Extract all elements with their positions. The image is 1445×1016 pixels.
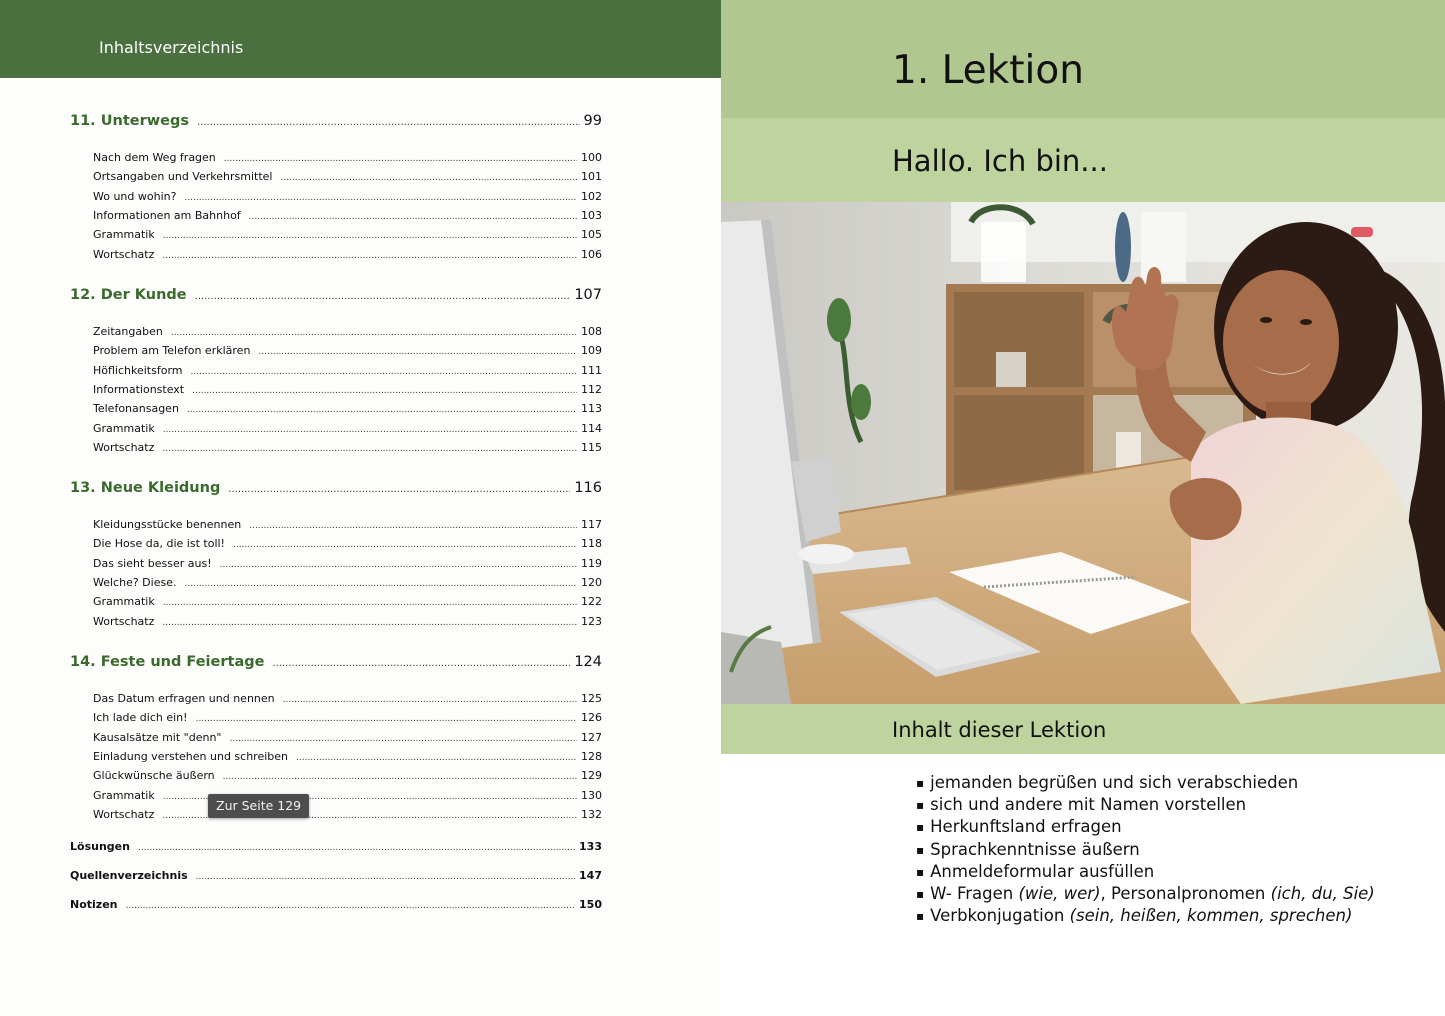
goal-example-italic: (ich, du, Sie) — [1270, 884, 1375, 904]
toc-page-number: 122 — [581, 595, 602, 609]
lesson-goal-item — [916, 794, 1375, 816]
toc-page-number: 108 — [581, 325, 602, 338]
toc-section-entry[interactable] — [93, 364, 602, 377]
toc-dot-leader — [258, 347, 577, 357]
toc-entry-label: 11. Unterwegs — [70, 113, 189, 129]
toc-page-number: 117 — [581, 518, 602, 531]
bullet-icon: ▪ — [916, 820, 925, 835]
goal-text: W- Fragen — [930, 884, 1019, 904]
bullet-icon: ▪ — [916, 776, 925, 790]
toc-section-entry[interactable] — [93, 344, 602, 357]
toc-dot-leader — [192, 386, 577, 396]
toc-section-entry[interactable] — [93, 422, 602, 435]
lesson-goal-item — [916, 772, 1375, 794]
goal-text: Sprachkenntnisse äußern — [930, 839, 1140, 859]
toc-section-entry[interactable] — [93, 441, 602, 454]
toc-section-entry[interactable] — [93, 537, 602, 550]
toc-dot-leader — [196, 714, 577, 724]
toc-page-number: 150 — [579, 898, 602, 911]
lesson-goal-item — [916, 839, 1375, 861]
bullet-icon: ▪ — [916, 864, 925, 879]
toc-section-entry[interactable] — [93, 383, 602, 396]
toc-entry-label: Informationstext — [93, 383, 185, 397]
toc-entry-label: Glückwünsche äußern — [93, 769, 215, 783]
toc-section-entry[interactable] — [93, 402, 602, 415]
toc-page-number: 130 — [581, 788, 602, 802]
toc-page-number: 112 — [581, 383, 602, 397]
goal-text: Herkunftsland erfragen — [930, 817, 1122, 837]
toc-dot-leader — [171, 328, 577, 338]
lesson-subtitle-band — [721, 118, 1445, 202]
toc-page-number: 126 — [581, 711, 602, 725]
lesson-title-band — [721, 0, 1445, 118]
toc-section-entry[interactable] — [93, 692, 602, 705]
toc-page-number: 102 — [581, 189, 602, 203]
toc-page-number: 106 — [581, 247, 602, 261]
lesson-page — [721, 0, 1445, 1016]
toc-entry-label: Quellenverzeichnis — [70, 869, 188, 882]
bullet-icon: ▪ — [916, 842, 925, 857]
toc-dot-leader — [138, 843, 575, 853]
toc-dot-leader — [220, 560, 577, 570]
toc-page-number: 100 — [581, 151, 602, 164]
toc-entry-label: Notizen — [70, 898, 118, 911]
toc-dot-leader — [197, 117, 580, 128]
lesson-goal-item — [916, 883, 1375, 905]
toc-dot-leader — [296, 753, 577, 763]
toc-entry-label: Wortschatz — [93, 247, 155, 261]
toc-dot-leader — [163, 598, 577, 608]
toc-section-entry[interactable] — [93, 595, 602, 608]
toc-page-number: 105 — [581, 228, 602, 242]
toc-dot-leader — [184, 579, 577, 589]
toc-section-entry[interactable] — [93, 789, 602, 802]
toc-dot-leader — [162, 618, 577, 628]
toc-chapter-entry[interactable] — [70, 287, 602, 303]
toc-page-number: 113 — [581, 402, 602, 416]
toc-section-entry[interactable] — [93, 151, 602, 164]
toc-entry-label: Nach dem Weg fragen — [93, 151, 216, 164]
toc-entry-label: 12. Der Kunde — [70, 287, 187, 303]
toc-dot-leader — [228, 484, 570, 495]
toc-entry-label: Telefonansagen — [93, 402, 179, 416]
toc-page-number: 114 — [581, 421, 602, 435]
lesson-goal-item — [916, 905, 1375, 927]
link-tooltip: Zur Seite 129 — [208, 794, 309, 818]
toc-entry-label: Ich lade dich ein! — [93, 711, 188, 725]
toc-dot-leader — [162, 444, 577, 454]
lesson-photo — [721, 202, 1445, 704]
toc-entry-label: Kausalsätze mit "denn" — [93, 730, 222, 744]
toc-entry-label: Das Datum erfragen und nennen — [93, 692, 275, 705]
toc-dot-leader — [249, 521, 577, 531]
toc-section-entry[interactable] — [93, 808, 602, 821]
toc-page-number: 147 — [579, 869, 602, 882]
toc-section-entry[interactable] — [93, 576, 602, 589]
lesson-subtitle: Hallo. Ich bin... — [892, 144, 1108, 178]
toc-page-number: 101 — [581, 170, 602, 184]
toc-page-number: 129 — [581, 769, 602, 783]
toc-entry-label: Problem am Telefon erklären — [93, 344, 251, 358]
toc-section-entry[interactable] — [93, 750, 602, 763]
toc-chapter-entry[interactable] — [70, 480, 602, 496]
toc-section-entry[interactable] — [93, 190, 602, 203]
toc-entry-label: Höflichkeitsform — [93, 363, 183, 377]
toc-page-number: 118 — [581, 537, 602, 551]
toc-dot-leader — [163, 425, 577, 435]
goal-text: , Personalpronomen — [1100, 884, 1271, 904]
toc-section-entry[interactable] — [93, 769, 602, 782]
toc-entry-label: 13. Neue Kleidung — [70, 480, 221, 496]
goal-example-italic: (sein, heißen, kommen, sprechen) — [1069, 906, 1353, 926]
toc-entry-label: Wo und wohin? — [93, 189, 177, 203]
toc-entry-label: Informationen am Bahnhof — [93, 209, 241, 223]
toc-dot-leader — [162, 251, 577, 261]
toc-section-entry[interactable] — [93, 615, 602, 628]
toc-chapter-entry[interactable] — [70, 654, 602, 670]
toc-page-number: 120 — [581, 576, 602, 590]
toc-entry-label: Grammatik — [93, 421, 155, 435]
toc-page-number: 107 — [574, 287, 602, 303]
toc-page-number: 127 — [581, 730, 602, 744]
toc-page-number: 111 — [581, 363, 602, 377]
toc-page-number: 125 — [581, 692, 602, 705]
toc-page-number: 132 — [581, 808, 602, 822]
toc-dot-leader — [223, 772, 577, 782]
toc-page-number: 115 — [581, 441, 602, 455]
toc-section-entry[interactable] — [93, 731, 602, 744]
contents-heading-band — [721, 704, 1445, 754]
goal-text: Verbkonjugation — [930, 906, 1070, 926]
toc-dot-leader — [195, 291, 571, 302]
bullet-icon: ▪ — [916, 798, 925, 813]
bullet-icon: ▪ — [916, 909, 925, 924]
toc-page-number: 123 — [581, 614, 602, 628]
toc-backmatter-entry[interactable] — [70, 898, 602, 911]
goal-text: sich und andere mit Namen vorstellen — [930, 795, 1247, 815]
toc-entry-label: Zeitangaben — [93, 325, 163, 338]
toc-header — [0, 0, 721, 78]
toc-entry-label: Das sieht besser aus! — [93, 556, 212, 570]
lesson-title: 1. Lektion — [892, 48, 1084, 93]
toc-dot-leader — [280, 173, 577, 183]
toc-section-entry[interactable] — [93, 170, 602, 183]
toc-section-entry[interactable] — [93, 711, 602, 724]
lesson-goals-list — [916, 772, 1375, 927]
toc-entry-label: Die Hose da, die ist toll! — [93, 537, 225, 551]
toc-entry-label: Welche? Diese. — [93, 576, 177, 590]
goal-text: jemanden begrüßen und sich verabschieden — [930, 773, 1299, 792]
toc-page-number: 133 — [579, 840, 602, 853]
toc-entry-label: Wortschatz — [93, 614, 155, 628]
toc-chapter-entry[interactable] — [70, 113, 602, 129]
toc-page — [0, 0, 721, 1016]
toc-entry-label: Grammatik — [93, 788, 155, 802]
toc-section-entry[interactable] — [93, 228, 602, 241]
toc-page-number: 128 — [581, 750, 602, 764]
toc-dot-leader — [229, 734, 577, 744]
toc-dot-leader — [224, 154, 577, 164]
toc-backmatter-entry[interactable] — [70, 869, 602, 882]
goal-example-italic: (wie, wer) — [1018, 884, 1101, 904]
bullet-icon: ▪ — [916, 887, 925, 902]
contents-heading: Inhalt dieser Lektion — [892, 718, 1107, 742]
toc-dot-leader — [191, 367, 578, 377]
toc-dot-leader — [272, 658, 570, 669]
toc-entry-label: Ortsangaben und Verkehrsmittel — [93, 170, 273, 184]
toc-backmatter-entry[interactable] — [70, 840, 602, 853]
toc-section-entry[interactable] — [93, 518, 602, 531]
toc-dot-leader — [184, 193, 577, 203]
toc-dot-leader — [233, 540, 577, 550]
toc-title: Inhaltsverzeichnis — [99, 38, 244, 57]
toc-page-number: 124 — [574, 654, 602, 670]
toc-entry-label: Einladung verstehen und schreiben — [93, 750, 288, 764]
toc-page-number: 119 — [581, 556, 602, 570]
toc-section-entry[interactable] — [93, 248, 602, 261]
toc-entry-label: Wortschatz — [93, 808, 155, 822]
toc-entry-label: Grammatik — [93, 595, 155, 609]
goal-text: Anmeldeformular ausfüllen — [930, 861, 1155, 881]
lesson-goal-item — [916, 861, 1375, 883]
toc-dot-leader — [163, 231, 577, 241]
toc-entry-label: 14. Feste und Feiertage — [70, 654, 265, 670]
toc-page-number: 99 — [583, 113, 602, 129]
toc-section-entry[interactable] — [93, 209, 602, 222]
toc-dot-leader — [196, 872, 575, 882]
toc-entry-label: Lösungen — [70, 840, 130, 853]
toc-page-number: 103 — [581, 209, 602, 223]
girl-waving-at-computer-illustration — [721, 202, 1445, 704]
toc-entry-label: Grammatik — [93, 228, 155, 242]
toc-dot-leader — [187, 405, 577, 415]
toc-section-entry[interactable] — [93, 325, 602, 338]
toc-entry-label: Wortschatz — [93, 441, 155, 455]
toc-page-number: 109 — [581, 344, 602, 358]
toc-page-number: 116 — [574, 480, 602, 496]
toc-section-entry[interactable] — [93, 557, 602, 570]
toc-dot-leader — [283, 695, 577, 705]
lesson-goal-item — [916, 816, 1375, 838]
toc-dot-leader — [249, 212, 577, 222]
toc-dot-leader — [126, 901, 576, 911]
toc-entry-label: Kleidungsstücke benennen — [93, 518, 242, 531]
